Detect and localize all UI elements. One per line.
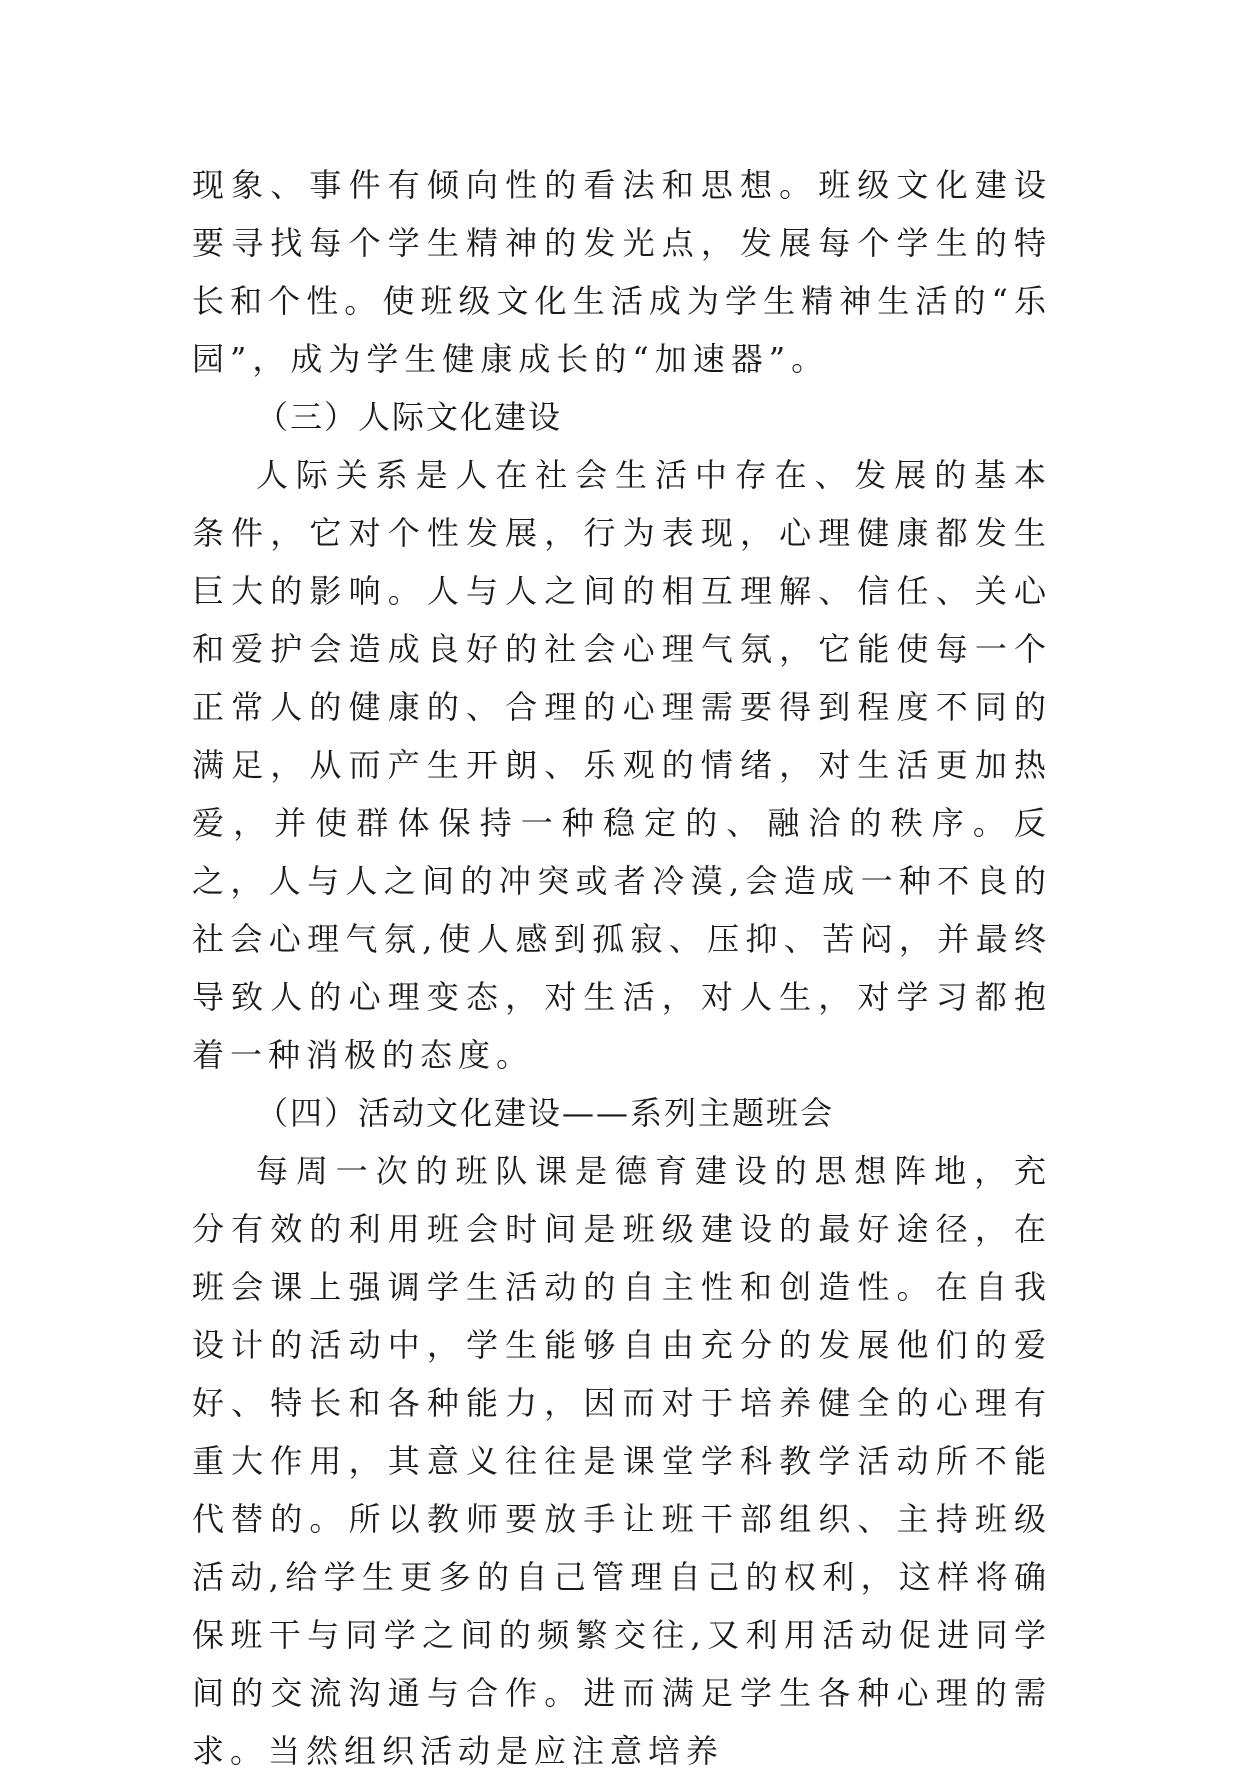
paragraph-continued: 现象、事件有倾向性的看法和思想。班级文化建设要寻找每个学生精神的发光点，发展每个学生的特长和个性。使班级文化生活成为学生精神生活的“乐园”，成为学生健康成长的“加速器”。: [192, 166, 1052, 378]
section-heading-interpersonal-culture: （三）人际文化建设: [256, 398, 563, 436]
paragraph-class-meetings: 每周一次的班队课是德育建设的思想阵地，充分有效的利用班会时间是班级建设的最好途径，在班会课上强调学生活动的自主性和创造性。在自我设计的活动中，学生能够自由充分的发展他们的爱好、特长和各种能力，因而对于培养健全的心理有重大作用，其意义往往是课堂学科教学活动所不能代替的。所以教师要放手让班干部组织、主持班级活动,给学生更多的自己管理自己的权利，这样将确保班干与同学之间的频繁交往,又利用活动促进同学间的交流沟通与合作。进而满足学生各种心理的需求。当然组织活动是应注意培养: [192, 1152, 1052, 1770]
section-heading-activity-culture: （四）活动文化建设——系列主题班会: [256, 1094, 835, 1132]
document-body: [192, 156, 1052, 1780]
paragraph-interpersonal-relations: 人际关系是人在社会生活中存在、发展的基本条件，它对个性发展，行为表现，心理健康都发生巨大的影响。人与人之间的相互理解、信任、关心和爱护会造成良好的社会心理气氛，它能使每一个正常人的健康的、合理的心理需要得到程度不同的满足，从而产生开朗、乐观的情绪，对生活更加热爱，并使群体保持一种稳定的、融洽的秩序。反之，人与人之间的冲突或者冷漠,会造成一种不良的社会心理气氛,使人感到孤寂、压抑、苦闷，并最终导致人的心理变态，对生活，对人生，对学习都抱着一种消极的态度。: [192, 456, 1052, 1074]
